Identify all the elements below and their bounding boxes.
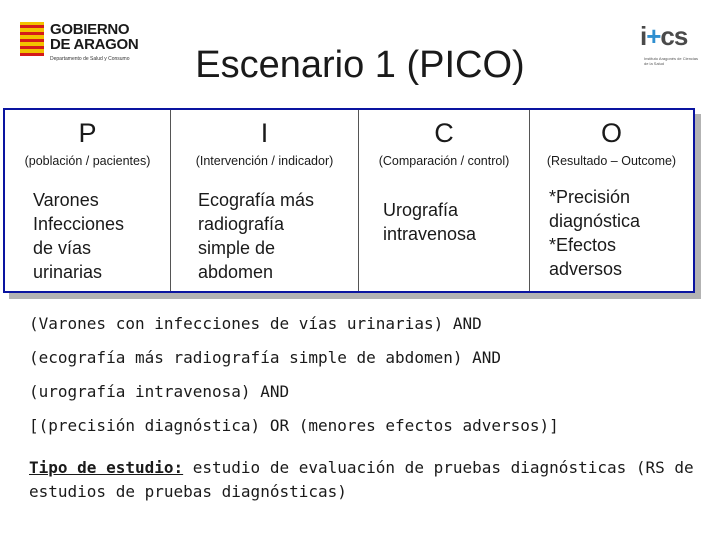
pico-table-box [3, 108, 695, 293]
logo-line-2: DE ARAGON [50, 36, 139, 53]
query-line: (Varones con infecciones de vías urinarias) AND [29, 314, 482, 333]
column-body [549, 185, 640, 281]
logo-line-1: GOBIERNO [50, 21, 130, 38]
study-type-label: Tipo de estudio: [29, 458, 184, 477]
pico-column-i [171, 110, 358, 291]
column-body-line: intravenosa [383, 224, 477, 244]
logo-subtitle: Departamento de Salud y Consumo [50, 56, 130, 62]
study-type-text: estudio de evaluación de pruebas diagnósticas (RS de estudios de pruebas diagnósticas) [29, 458, 694, 501]
column-body-line: diagnóstica [549, 211, 641, 231]
pico-column-o [530, 110, 693, 291]
ics-mark-i: i [640, 21, 647, 51]
study-type [29, 456, 699, 504]
ics-subtitle: Instituto Aragonés de Ciencias de la Salud [644, 56, 699, 66]
column-letter: I [260, 118, 269, 148]
pico-table [3, 108, 695, 293]
pico-column-p [5, 110, 170, 291]
query-line: (urografía intravenosa) AND [29, 382, 290, 401]
ics-mark-cs: cs [660, 21, 688, 51]
column-body-line: Urografía [383, 200, 459, 220]
search-query [29, 313, 699, 449]
ics-mark-plus: + [646, 21, 661, 51]
column-body [33, 188, 124, 284]
column-letter: O [600, 118, 622, 148]
column-body-line: *Efectos [549, 235, 617, 255]
pico-column-c [359, 110, 529, 291]
column-subtitle: (Resultado – Outcome) [546, 154, 677, 168]
column-subtitle: (Intervención / indicador) [195, 154, 334, 168]
column-body-line: simple de [198, 238, 276, 258]
slide-title: Escenario 1 (PICO) [195, 44, 525, 86]
column-body-line: Infecciones [33, 214, 125, 234]
column-letter: P [78, 118, 97, 148]
column-body [198, 188, 314, 284]
column-body-line: urinarias [33, 262, 103, 282]
column-body-line: de vías [33, 238, 92, 258]
column-body-line: Varones [33, 190, 99, 210]
column-body [383, 198, 476, 246]
column-body-line: Ecografía más [198, 190, 315, 210]
column-letter: C [434, 118, 454, 148]
column-subtitle: (Comparación / control) [378, 154, 510, 168]
column-body-line: abdomen [198, 262, 274, 282]
column-subtitle: (población / pacientes) [24, 154, 151, 168]
query-line: [(precisión diagnóstica) OR (menores efectos adversos)] [29, 416, 559, 435]
column-body-line: adversos [549, 259, 623, 279]
column-body-line: *Precisión [549, 187, 631, 207]
query-line: (ecografía más radiografía simple de abdomen) AND [29, 348, 502, 367]
column-body-line: radiografía [198, 214, 285, 234]
